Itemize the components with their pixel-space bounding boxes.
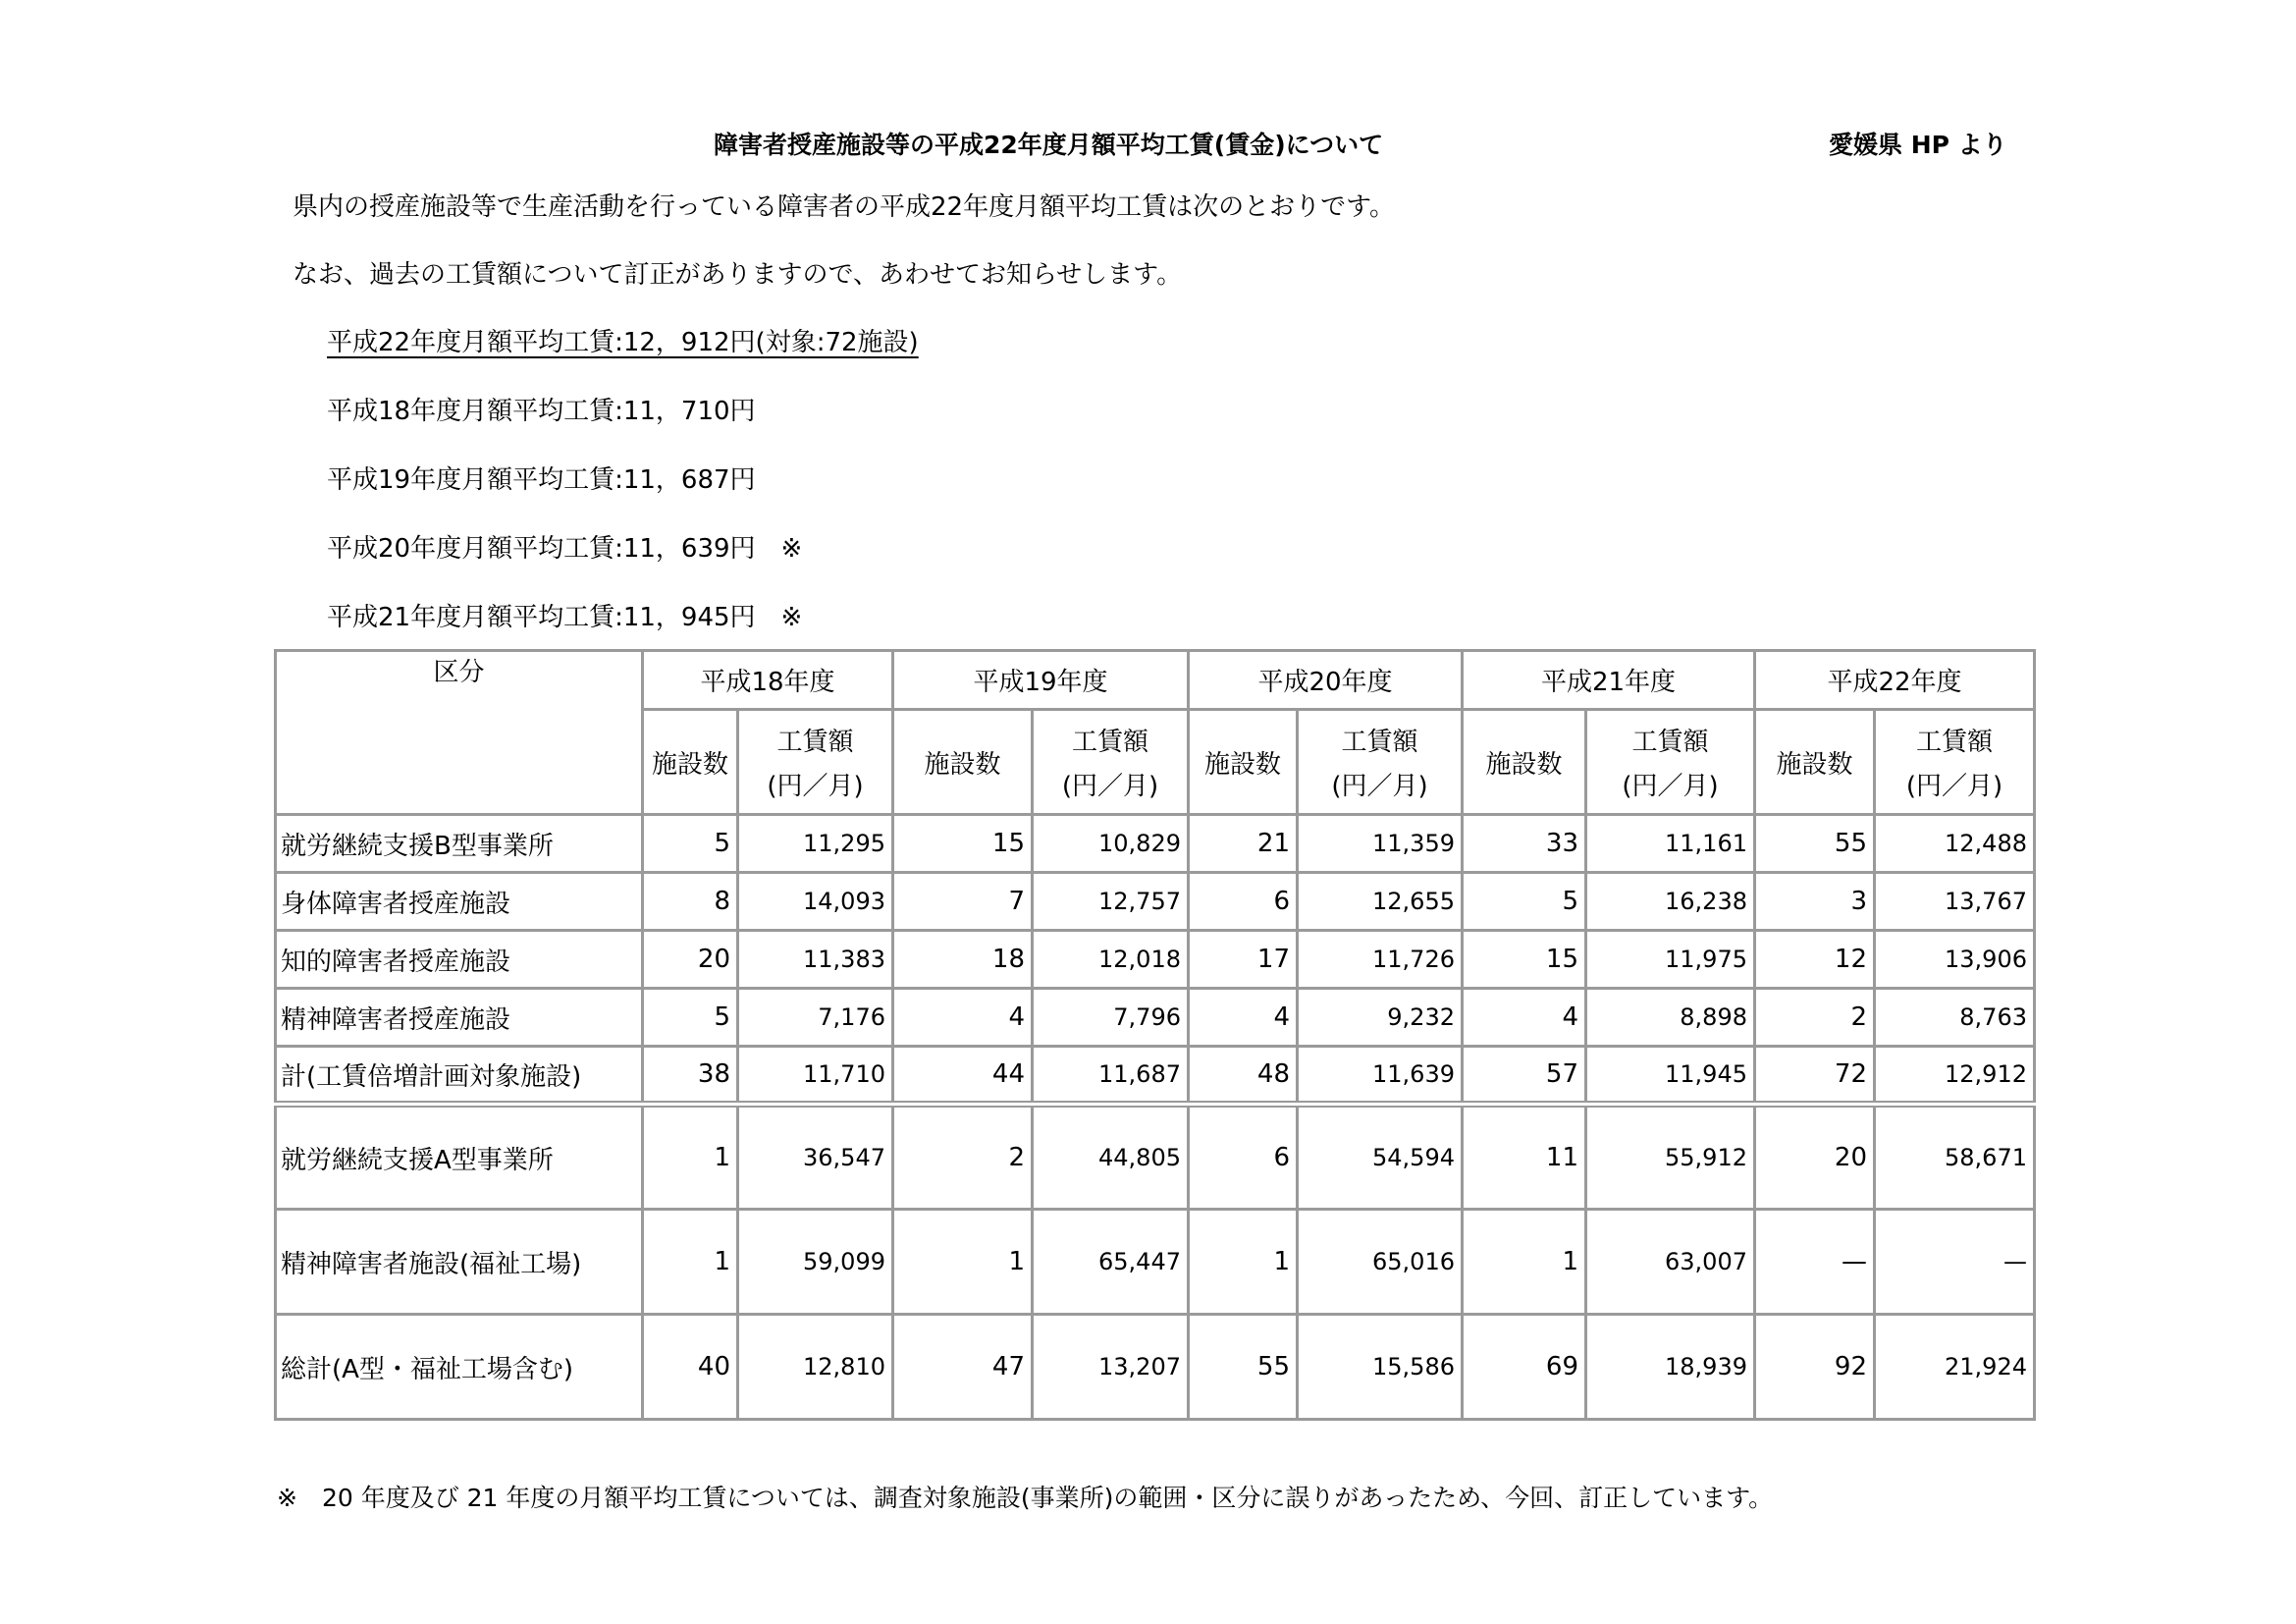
year-header: 平成21年度 [1463, 651, 1755, 710]
facility-count-cell: 12 [1755, 931, 1875, 989]
wage-amount-cell: 12,018 [1033, 931, 1189, 989]
facility-count-cell: 20 [1755, 1105, 1875, 1210]
row-label: 知的障害者授産施設 [276, 931, 643, 989]
count-header: 施設数 [1189, 710, 1298, 815]
wage-amount-cell: 55,912 [1586, 1105, 1755, 1210]
facility-count-cell: 47 [893, 1315, 1033, 1420]
facility-count-cell: 2 [893, 1105, 1033, 1210]
wage-amount-cell: 13,767 [1875, 873, 2035, 931]
wage-amount-cell: 11,161 [1586, 815, 1755, 873]
row-label: 精神障害者施設(福祉工場) [276, 1210, 643, 1315]
wage-amount-cell: 12,757 [1033, 873, 1189, 931]
facility-count-cell: 18 [893, 931, 1033, 989]
wage-amount-cell: 44,805 [1033, 1105, 1189, 1210]
wage-amount-cell: 13,207 [1033, 1315, 1189, 1420]
wage-amount-cell: 11,359 [1298, 815, 1463, 873]
year-header: 平成19年度 [893, 651, 1189, 710]
correction-paragraph: なお、過去の工賃額について訂正がありますので、あわせてお知らせします。 [293, 260, 1183, 290]
wage-amount-cell: 65,016 [1298, 1210, 1463, 1315]
count-header: 施設数 [643, 710, 738, 815]
table-row [276, 815, 2035, 873]
facility-count-cell: 4 [1189, 989, 1298, 1047]
table-row [276, 1315, 2035, 1420]
page-title: 障害者授産施設等の平成22年度月額平均工賃(賃金)について [714, 131, 1384, 159]
facility-count-cell: 69 [1463, 1315, 1586, 1420]
table-row [276, 1047, 2035, 1105]
wage-amount-cell: 12,912 [1875, 1047, 2035, 1105]
table-body [276, 815, 2035, 1420]
wage-amount-cell: 7,176 [738, 989, 893, 1047]
facility-count-cell: 1 [1189, 1210, 1298, 1315]
wage-header-label: 工賃額 [1341, 728, 1418, 757]
wage-header-unit: (円／月) [1061, 772, 1159, 801]
wage-amount-cell: 11,295 [738, 815, 893, 873]
wage-header [1586, 710, 1755, 815]
wage-amount-cell: 7,796 [1033, 989, 1189, 1047]
wage-header-label: 工賃額 [1071, 728, 1148, 757]
wage-amount-cell: 12,810 [738, 1315, 893, 1420]
facility-count-cell: 2 [1755, 989, 1875, 1047]
wage-amount-cell: 58,671 [1875, 1105, 2035, 1210]
facility-count-cell: 5 [643, 989, 738, 1047]
table-row [276, 1210, 2035, 1315]
wage-amount-cell: 65,447 [1033, 1210, 1189, 1315]
count-header: 施設数 [1755, 710, 1875, 815]
wage-amount-cell: 13,906 [1875, 931, 2035, 989]
wage-line-h20: 平成20年度月額平均工賃:11，639円 ※ [327, 534, 803, 564]
facility-count-cell: 44 [893, 1047, 1033, 1105]
facility-count-cell: 8 [643, 873, 738, 931]
wage-amount-cell: 11,945 [1586, 1047, 1755, 1105]
facility-count-cell: 1 [643, 1105, 738, 1210]
wage-header [738, 710, 893, 815]
row-label: 就労継続支援A型事業所 [276, 1105, 643, 1210]
year-header: 平成20年度 [1189, 651, 1463, 710]
table-row [276, 931, 2035, 989]
wage-amount-cell: 63,007 [1586, 1210, 1755, 1315]
facility-count-cell: 48 [1189, 1047, 1298, 1105]
wage-amount-cell: 14,093 [738, 873, 893, 931]
table-row [276, 1105, 2035, 1210]
row-label: 精神障害者授産施設 [276, 989, 643, 1047]
facility-count-cell: 4 [1463, 989, 1586, 1047]
wage-amount-cell: 11,687 [1033, 1047, 1189, 1105]
table-row [276, 989, 2035, 1047]
wage-amount-cell: 15,586 [1298, 1315, 1463, 1420]
source-note: 愛媛県 HP より [1829, 131, 2007, 159]
facility-count-cell: 20 [643, 931, 738, 989]
table-header-row [276, 651, 2035, 710]
row-label: 身体障害者授産施設 [276, 873, 643, 931]
facility-count-cell: 3 [1755, 873, 1875, 931]
wage-amount-cell: 9,232 [1298, 989, 1463, 1047]
row-label: 就労継続支援B型事業所 [276, 815, 643, 873]
facility-count-cell: 33 [1463, 815, 1586, 873]
wage-header [1875, 710, 2035, 815]
facility-count-cell: 55 [1189, 1315, 1298, 1420]
wage-amount-cell: 18,939 [1586, 1315, 1755, 1420]
wage-amount-cell: 36,547 [738, 1105, 893, 1210]
wage-header-unit: (円／月) [1905, 772, 2003, 801]
facility-count-cell: 40 [643, 1315, 738, 1420]
facility-count-cell: 38 [643, 1047, 738, 1105]
wage-amount-cell: 8,763 [1875, 989, 2035, 1047]
wage-header [1033, 710, 1189, 815]
wage-amount-cell: — [1875, 1210, 2035, 1315]
facility-count-cell: 6 [1189, 1105, 1298, 1210]
kubun-header: 区分 [276, 651, 643, 815]
facility-count-cell: 1 [1463, 1210, 1586, 1315]
wage-amount-cell: 54,594 [1298, 1105, 1463, 1210]
facility-count-cell: 55 [1755, 815, 1875, 873]
wage-table [274, 649, 2036, 1421]
wage-header-unit: (円／月) [1622, 772, 1719, 801]
row-label: 総計(A型・福祉工場含む) [276, 1315, 643, 1420]
wage-amount-cell: 11,639 [1298, 1047, 1463, 1105]
wage-line-h19: 平成19年度月額平均工賃:11，687円 [327, 465, 756, 495]
facility-count-cell: 57 [1463, 1047, 1586, 1105]
facility-count-cell: 1 [643, 1210, 738, 1315]
year-header: 平成18年度 [643, 651, 893, 710]
facility-count-cell: 92 [1755, 1315, 1875, 1420]
wage-amount-cell: 11,975 [1586, 931, 1755, 989]
wage-amount-cell: 16,238 [1586, 873, 1755, 931]
wage-header-label: 工賃額 [1915, 728, 1993, 757]
facility-count-cell: 4 [893, 989, 1033, 1047]
wage-amount-cell: 8,898 [1586, 989, 1755, 1047]
wage-amount-cell: 10,829 [1033, 815, 1189, 873]
intro-paragraph: 県内の授産施設等で生産活動を行っている障害者の平成22年度月額平均工賃は次のとおりです。 [293, 192, 1396, 222]
wage-header-unit: (円／月) [1331, 772, 1428, 801]
facility-count-cell: 15 [893, 815, 1033, 873]
wage-amount-cell: 21,924 [1875, 1315, 2035, 1420]
wage-amount-cell: 11,710 [738, 1047, 893, 1105]
wage-line-h22: 平成22年度月額平均工賃:12，912円(対象:72施設) [327, 328, 919, 357]
wage-header-label: 工賃額 [1631, 728, 1709, 757]
wage-amount-cell: 59,099 [738, 1210, 893, 1315]
wage-amount-cell: 11,383 [738, 931, 893, 989]
year-header: 平成22年度 [1755, 651, 2035, 710]
facility-count-cell: 11 [1463, 1105, 1586, 1210]
facility-count-cell: 5 [643, 815, 738, 873]
footnote: ※ 20 年度及び 21 年度の月額平均工賃については、調査対象施設(事業所)の範囲・区分に誤りがあったため、今回、訂正しています。 [277, 1484, 1774, 1512]
wage-line-h18: 平成18年度月額平均工賃:11，710円 [327, 397, 756, 426]
count-header: 施設数 [1463, 710, 1586, 815]
wage-header-unit: (円／月) [767, 772, 864, 801]
table-row [276, 873, 2035, 931]
facility-count-cell: 6 [1189, 873, 1298, 931]
count-header: 施設数 [893, 710, 1033, 815]
wage-line-h21: 平成21年度月額平均工賃:11，945円 ※ [327, 603, 803, 632]
wage-amount-cell: 12,488 [1875, 815, 2035, 873]
facility-count-cell: 17 [1189, 931, 1298, 989]
wage-amount-cell: 12,655 [1298, 873, 1463, 931]
facility-count-cell: 1 [893, 1210, 1033, 1315]
facility-count-cell: 21 [1189, 815, 1298, 873]
facility-count-cell: 5 [1463, 873, 1586, 931]
wage-header [1298, 710, 1463, 815]
facility-count-cell: — [1755, 1210, 1875, 1315]
wage-amount-cell: 11,726 [1298, 931, 1463, 989]
row-label: 計(工賃倍増計画対象施設) [276, 1047, 643, 1105]
facility-count-cell: 7 [893, 873, 1033, 931]
facility-count-cell: 15 [1463, 931, 1586, 989]
facility-count-cell: 72 [1755, 1047, 1875, 1105]
wage-header-label: 工賃額 [776, 728, 854, 757]
